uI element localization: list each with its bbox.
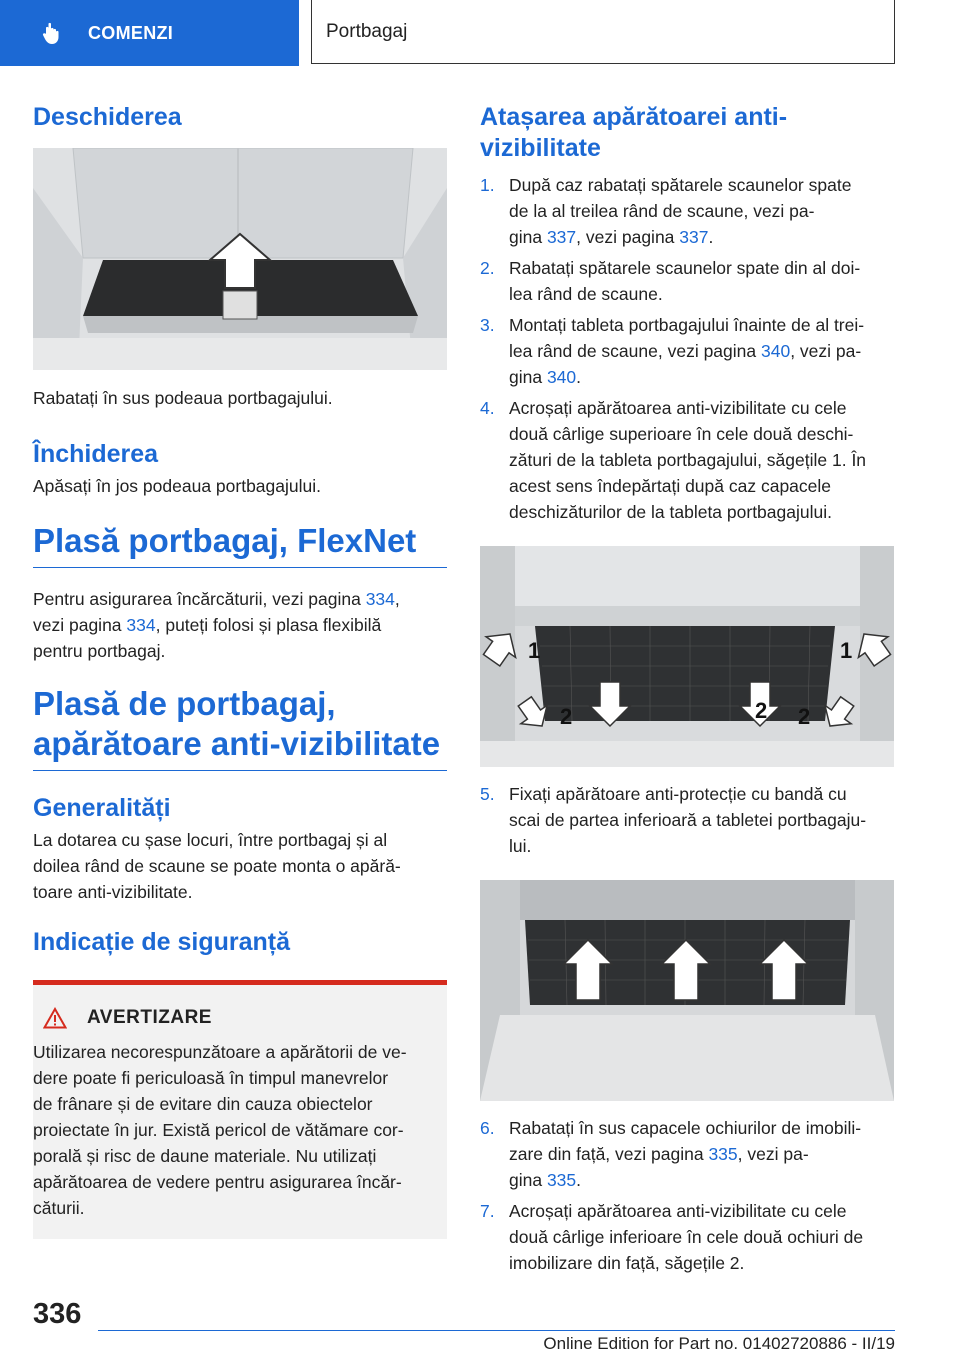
page-link-335[interactable]: 335 bbox=[546, 1170, 577, 1190]
heading-safety: Indicație de siguranță bbox=[33, 928, 291, 956]
heading-close: Închiderea bbox=[33, 440, 159, 468]
heading-flexnet: Plasă portbagaj, FlexNet bbox=[33, 521, 447, 568]
page-link-337[interactable]: 337 bbox=[546, 227, 577, 247]
arrow-label: 1 bbox=[528, 638, 541, 663]
list-item: 3. Montați tableta portbagajului înainte de al trei- lea rând de scaune, vezi pagina 340, vezi pa- gina 340. bbox=[480, 315, 865, 387]
steps-list-c bbox=[480, 1115, 894, 1276]
footer-edition: Online Edition for Part no. 01402720886 - II/19 bbox=[543, 1334, 895, 1353]
steps-list-a bbox=[480, 172, 894, 525]
text-flexnet: Pentru asigurarea încărcăturii, vezi pagina 334, vezi pagina 334, puteți folosi și plasa flexibilă pentru portbagaj. bbox=[33, 589, 400, 661]
arrow-label: 1 bbox=[840, 638, 853, 663]
section-tab[interactable] bbox=[0, 0, 299, 66]
arrow-label: 2 bbox=[755, 698, 768, 723]
net-fix-illustration bbox=[480, 880, 894, 1101]
text-open: Rabatați în sus podeaua portbagajului. bbox=[33, 388, 333, 408]
right-column bbox=[480, 100, 894, 1276]
page-link-334[interactable]: 334 bbox=[126, 615, 156, 635]
warning-text: Utilizarea necorespunzătoare a apărătorii de ve- dere poate fi periculoasă în timpul manevrelor de frânare și de evitare din cauza obiectelor proiectate în jur. Există pericol de vătămare cor- porală și risc de daune materiale. Nu utilizați apărătoarea de vedere pentru asigurarea încăr- căturii. bbox=[33, 1042, 407, 1218]
trunk-floor-illustration bbox=[33, 148, 447, 370]
heading-attach: Atașarea apărătoarei anti- vizibilitate bbox=[480, 103, 788, 162]
page-link-334[interactable]: 334 bbox=[365, 589, 395, 609]
heading-general: Generalități bbox=[33, 794, 171, 822]
warning-box bbox=[33, 980, 447, 1239]
page-number: 336 bbox=[33, 1298, 82, 1330]
list-item: 4. Acroșați apărătoarea anti-vizibilitate cu cele două cârlige superioare în cele două deschi- zături de la tableta portbagajului, săgețile 1. În acest sens îndepărtați după caz capacele deschizăturilor de la tableta portbagajului. bbox=[480, 398, 867, 522]
page-link-340[interactable]: 340 bbox=[546, 367, 577, 387]
figure-net-attach bbox=[480, 546, 894, 767]
figure-trunk-floor bbox=[33, 148, 447, 370]
page-link-340[interactable]: 340 bbox=[760, 341, 791, 361]
arrow-label: 2 bbox=[560, 704, 573, 729]
list-item: 7. Acroșați apărătoarea anti-vizibilitate cu cele două cârlige inferioare în cele două ochiuri de imobilizare din față, săgețile 2. bbox=[480, 1201, 864, 1273]
section-label: COMENZI bbox=[88, 22, 174, 43]
warning-title: AVERTIZARE bbox=[87, 1007, 212, 1028]
heading-net: Plasă de portbagaj, apărătoare anti-vizibilitate bbox=[33, 684, 447, 771]
net-attach-illustration bbox=[480, 546, 894, 767]
text-close: Apăsați în jos podeaua portbagajului. bbox=[33, 476, 321, 496]
steps-list-b bbox=[480, 781, 894, 859]
chapter-title: Portbagaj bbox=[326, 20, 408, 42]
hand-pointer-icon bbox=[40, 20, 66, 46]
arrow-label: 2 bbox=[798, 704, 811, 729]
warning-header bbox=[33, 1007, 435, 1029]
figure-net-fix bbox=[480, 880, 894, 1101]
list-item: 5. Fixați apărătoare anti-protecție cu bandă cu scai de partea inferioară a tabletei portbagaju- lui. bbox=[480, 784, 867, 856]
list-item: 1. După caz rabatați spătarele scaunelor spate de la al treilea rând de scaune, vezi pa- gina 337, vezi pagina 337. bbox=[480, 175, 852, 247]
list-item: 6. Rabatați în sus capacele ochiurilor de imobili- zare din față, vezi pagina 335, vezi pa- gina 335. bbox=[480, 1118, 862, 1190]
page-link-337[interactable]: 337 bbox=[679, 227, 709, 247]
page-link-335[interactable]: 335 bbox=[708, 1144, 738, 1164]
heading-open: Deschiderea bbox=[33, 103, 182, 131]
footer-rule bbox=[98, 1330, 895, 1331]
list-item: 2. Rabatați spătarele scaunelor spate din al doi- lea rând de scaune. bbox=[480, 258, 861, 304]
chapter-box bbox=[311, 0, 895, 64]
text-general: La dotarea cu șase locuri, între portbagaj și al doilea rând de scaune se poate monta o apără- toare anti-vizibilitate. bbox=[33, 830, 401, 902]
left-column bbox=[33, 100, 447, 1239]
warning-triangle-icon bbox=[43, 1007, 67, 1029]
